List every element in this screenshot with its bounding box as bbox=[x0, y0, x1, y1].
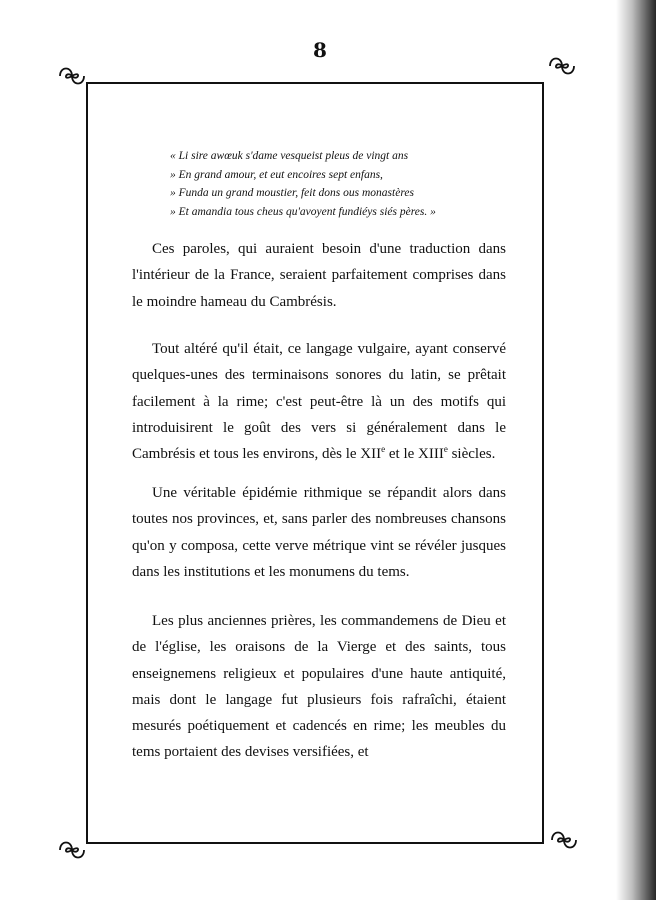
quoted-verse bbox=[170, 147, 510, 221]
verse-line: « Li sire awœuk s'dame vesqueist pleus de vingt ans bbox=[170, 150, 409, 162]
verse-line: » Funda un grand moustier, feit dons ous monastères bbox=[170, 187, 414, 199]
page-number: 8 bbox=[313, 38, 327, 62]
paragraph-text: et le XIII bbox=[385, 446, 444, 463]
scan-edge-shadow bbox=[616, 0, 656, 900]
superscript: e bbox=[443, 444, 448, 455]
paragraph bbox=[132, 336, 506, 467]
flourish-icon bbox=[548, 826, 580, 854]
paragraph-text: siècles. bbox=[447, 446, 496, 463]
flourish-icon bbox=[56, 62, 88, 90]
flourish-icon bbox=[546, 52, 578, 80]
flourish-icon bbox=[56, 836, 88, 864]
verse-line: » En grand amour, et eut encoires sept enfans, bbox=[170, 168, 383, 181]
paragraph-text: Tout altéré qu'il était, ce langage vulgaire, ayant conservé quelques-unes des terminaisons sonores du latin, se prêtait facilement à la rime; c'est peut-être là un des motifs qui introduisirent le goût des vers si généralement dans le Cambrésis et tous les environs, dès le XII bbox=[132, 341, 506, 463]
superscript: e bbox=[381, 444, 386, 455]
verse-line: » Et amandia tous cheus qu'avoyent fundiéys siés pères. » bbox=[170, 205, 436, 218]
paragraph: Ces paroles, qui auraient besoin d'une traduction dans l'intérieur de la France, seraient parfaitement comprises dans le moindre hameau du Cambrésis. bbox=[132, 241, 506, 310]
paragraph: Les plus anciennes prières, les commandemens de Dieu et de l'église, les oraisons de la Vierge et des saints, tous enseignemens religieux et populaires d'une haute antiquité, mais dont le langage fut plusieurs fois rafraîchi, étaient mesurés poétiquement et cadencés en rime; les meubles du tems portaient des devises versifiées, et bbox=[132, 613, 506, 761]
paragraph: Une véritable épidémie rithmique se répandit alors dans toutes nos provinces, et, sans parler des nombreuses chansons qu'on y composa, cette verve métrique vint se révéler jusques dans les institutions et les monumens du tems. bbox=[132, 485, 506, 580]
